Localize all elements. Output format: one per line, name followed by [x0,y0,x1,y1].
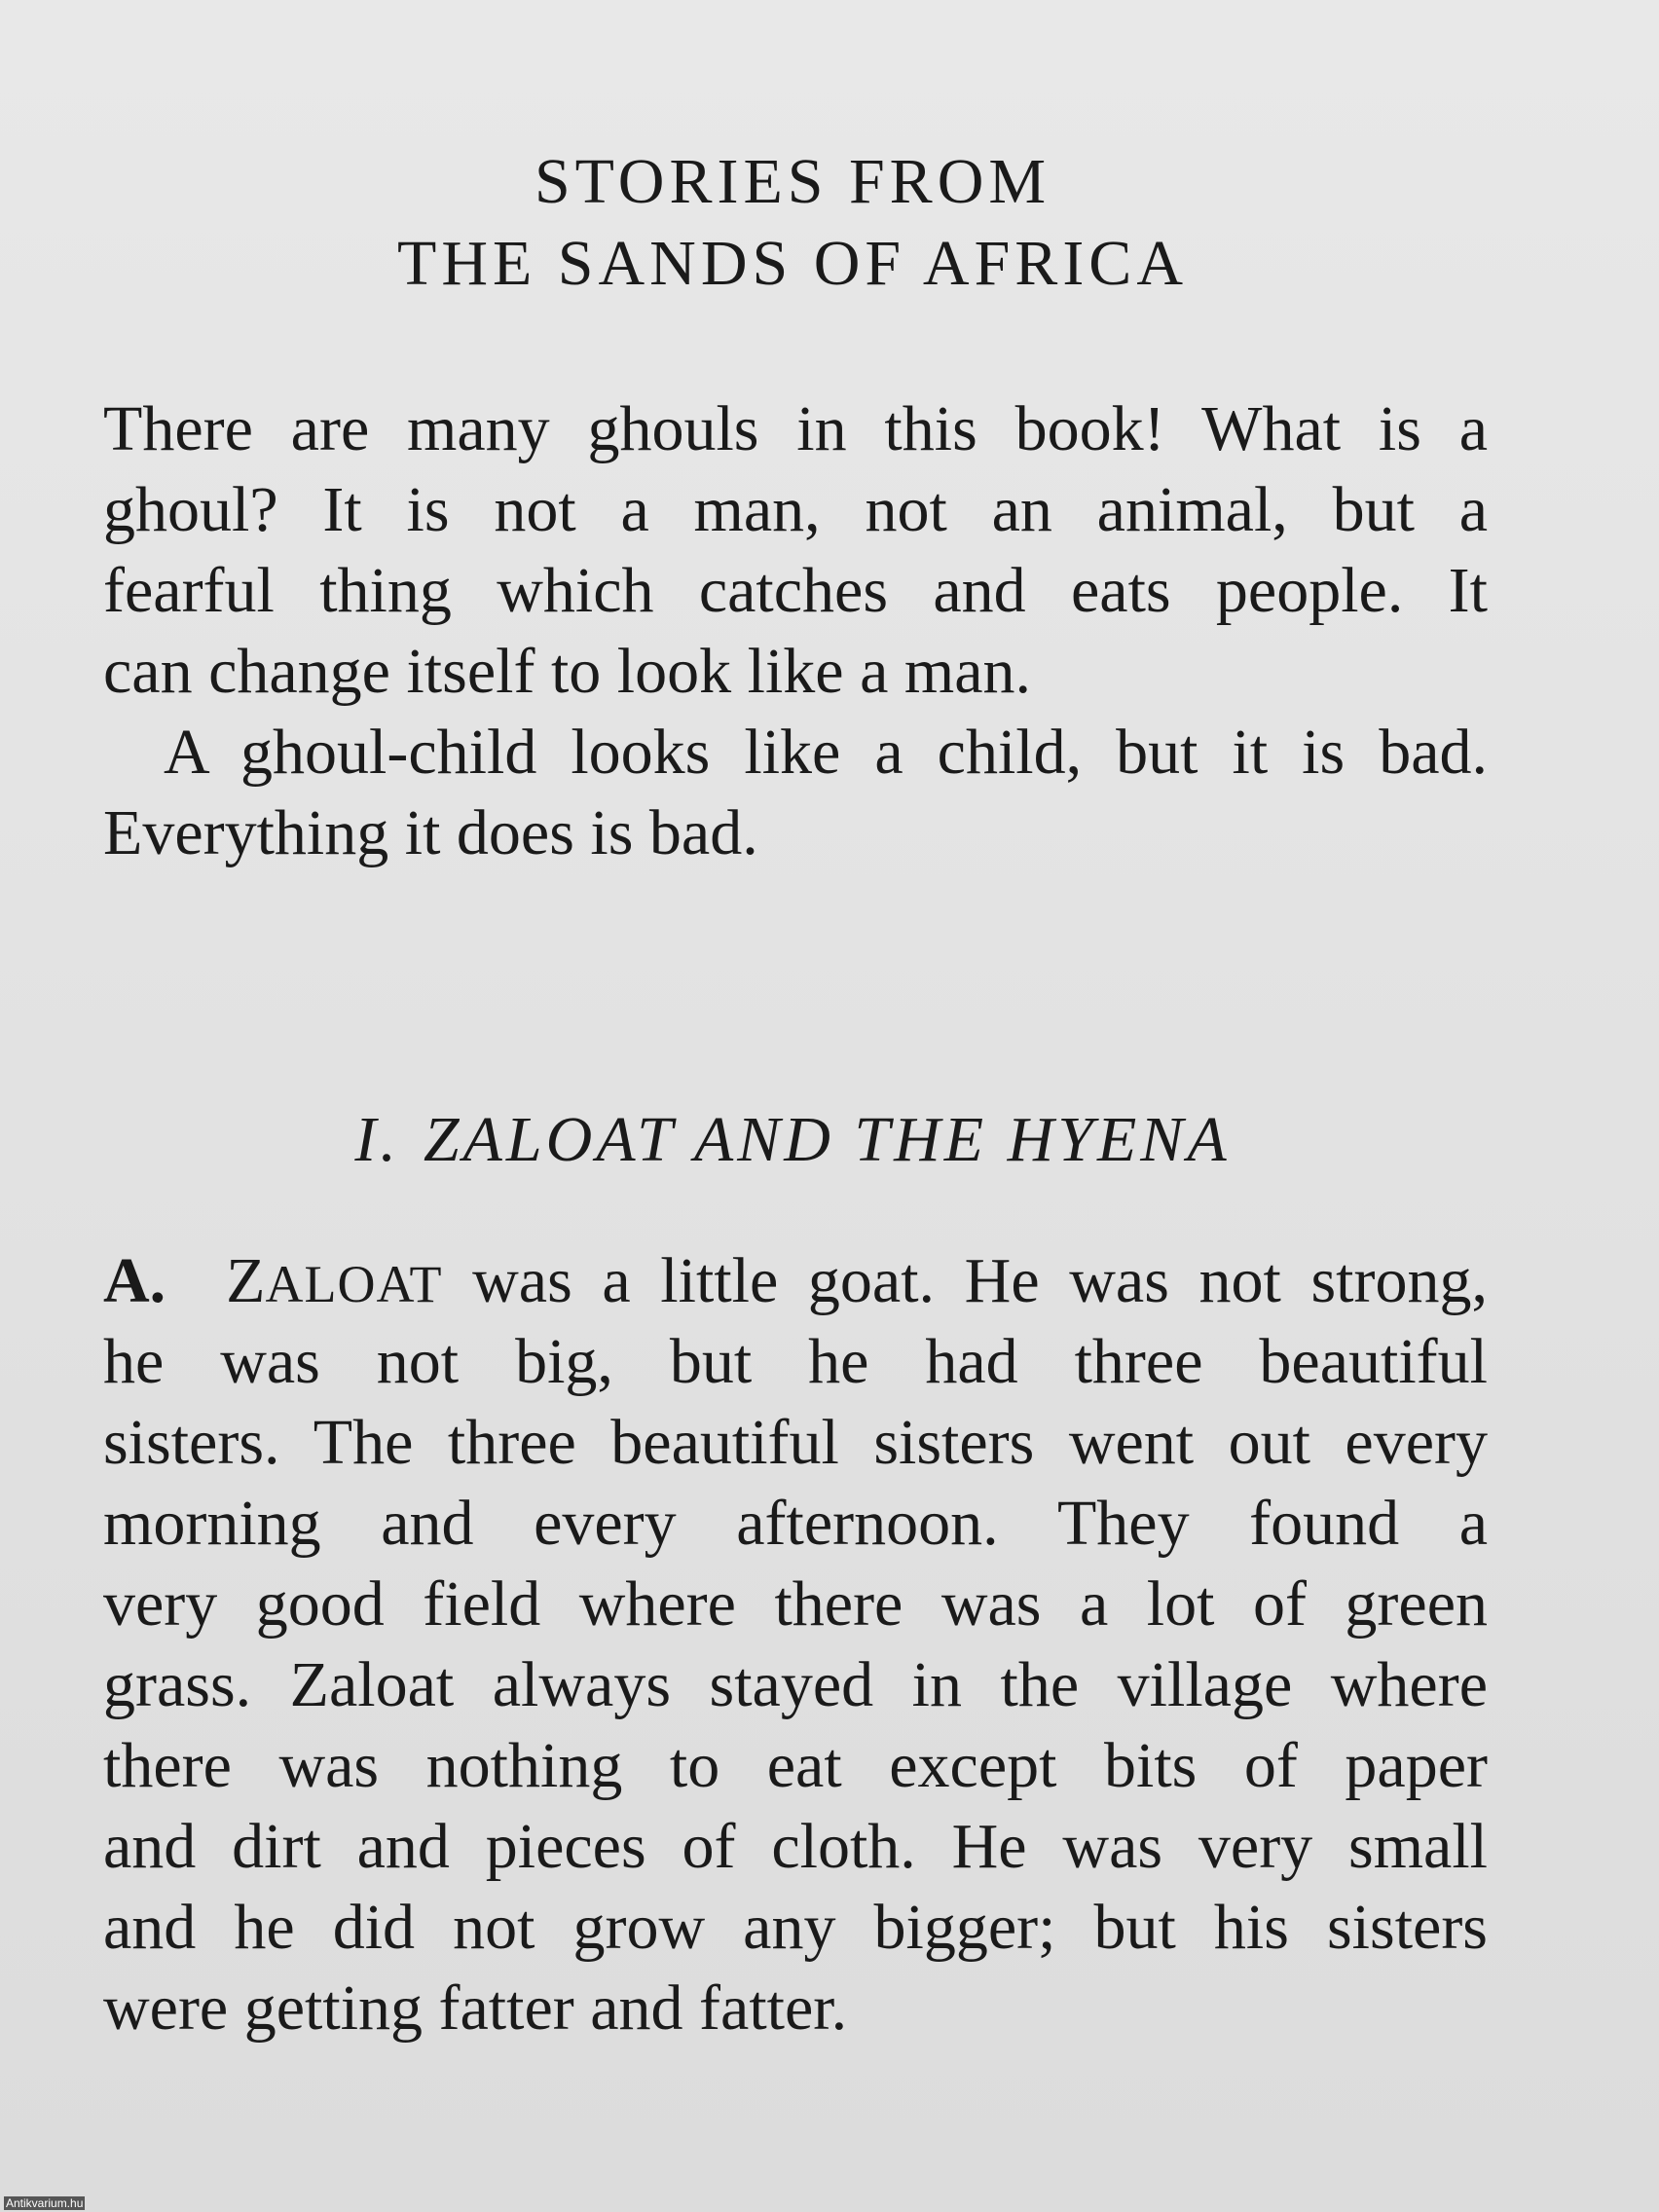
story-line: very good field where there was a lot of green [103,1568,1488,1640]
watermark: Antikvarium.hu [6,2196,84,2210]
book-title-line-1: STORIES FROM [534,146,1051,217]
intro-line: Everything it does is bad. [103,797,758,868]
intro-line: A ghoul-child looks like a child, but it is bad. [164,717,1488,788]
section-label: A. [103,1245,166,1316]
story-first-line-rest: was a little goat. He was not strong, [442,1245,1488,1316]
intro-line: ghoul? It is not a man, not an animal, but a [103,474,1488,545]
story-line: and he did not grow any bigger; but his sisters [103,1892,1488,1963]
intro-line: fearful thing which catches and eats people. It [103,555,1488,626]
book-title-line-2: THE SANDS OF AFRICA [397,228,1188,299]
story-line: sisters. The three beautiful sisters went out every [103,1407,1488,1478]
story-first-word-initial: Z [226,1245,266,1316]
story-line: and dirt and pieces of cloth. He was very small [103,1811,1488,1882]
story-line: there was nothing to eat except bits of paper [103,1730,1488,1801]
story-line: grass. Zaloat always stayed in the village where [103,1649,1488,1720]
story-line: were getting fatter and fatter. [103,1972,848,2044]
story-first-line [103,1245,1488,1316]
chapter-title: ZALOAT AND THE HYENA [423,1104,1231,1175]
chapter-number: I. [354,1104,400,1175]
intro-line: There are many ghouls in this book! What is a [103,393,1488,464]
story-first-word-rest: ALOAT [265,1255,443,1313]
story-line: he was not big, but he had three beautiful [103,1326,1488,1397]
story-line: morning and every afternoon. They found a [103,1488,1488,1559]
chapter-heading [0,1104,1585,1175]
intro-line: can change itself to look like a man. [103,636,1032,707]
